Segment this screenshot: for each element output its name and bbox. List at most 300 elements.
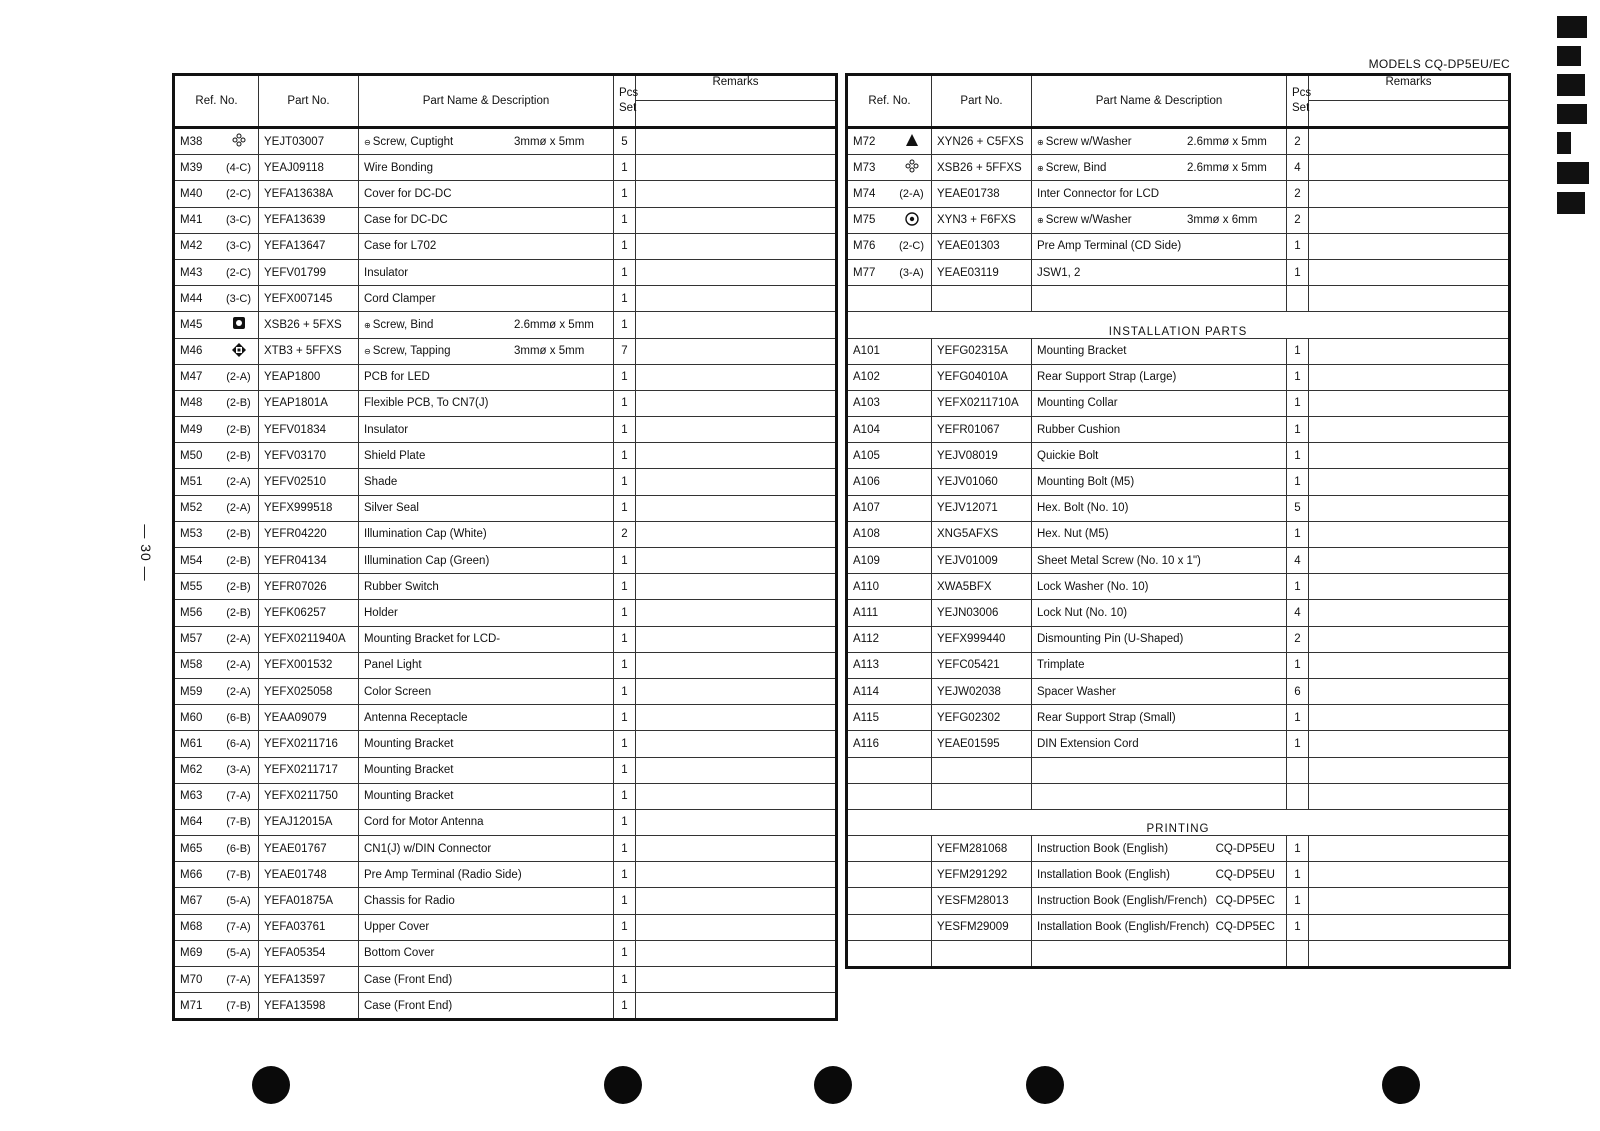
- ref-no: M40: [180, 187, 203, 200]
- table-row: [174, 548, 837, 574]
- ref-no: M68: [180, 921, 203, 934]
- ref-no: M67: [180, 895, 203, 908]
- table-row: [847, 128, 1510, 155]
- ref-location: [224, 316, 253, 333]
- part-name: Panel Light: [364, 659, 422, 672]
- ref-location: (5-A): [226, 947, 251, 960]
- part-model: CQ-DP5EC: [1215, 921, 1275, 934]
- ref-cell: [174, 809, 259, 835]
- ref-no: M39: [180, 161, 203, 174]
- part-name: Chassis for Radio: [364, 895, 455, 908]
- ref-no: M52: [180, 502, 203, 515]
- part-name-cell: [1032, 259, 1287, 285]
- part-name: Screw, Cuptight: [372, 135, 454, 148]
- part-name: Wire Bonding: [364, 161, 434, 174]
- part-name: Hex. Nut (M5): [1037, 528, 1109, 541]
- remarks-cell: [1309, 338, 1510, 364]
- part-name: Cover for DC-DC: [364, 187, 452, 200]
- part-no: YEFR07026: [259, 574, 359, 600]
- ref-cell: [847, 521, 932, 547]
- ref-cell: [847, 862, 932, 888]
- ref-location: (2-A): [226, 476, 251, 489]
- ref-no: M49: [180, 423, 203, 436]
- part-name: Lock Washer (No. 10): [1037, 580, 1149, 593]
- ref-no: A115: [853, 711, 880, 724]
- part-name-cell: [1032, 207, 1287, 233]
- part-no: YEFG02315A: [932, 338, 1032, 364]
- table-row: [847, 574, 1510, 600]
- part-name: Shield Plate: [364, 449, 426, 462]
- part-no: YEAA09079: [259, 705, 359, 731]
- part-name-cell: [359, 626, 614, 652]
- ref-no: M45: [180, 318, 203, 331]
- part-name-cell: [1032, 705, 1287, 731]
- ref-location: (7-A): [226, 790, 251, 803]
- remarks-cell: [636, 521, 837, 547]
- pcs-value: 1: [1287, 364, 1309, 390]
- pcs-value: 1: [614, 259, 636, 285]
- part-no: YEFA13647: [259, 233, 359, 259]
- part-name: Instruction Book (English): [1037, 842, 1169, 855]
- ref-cell: [847, 338, 932, 364]
- table-row: [174, 993, 837, 1020]
- part-name: Rubber Switch: [364, 580, 439, 593]
- remarks-cell: [636, 259, 837, 285]
- pcs-value: 1: [614, 443, 636, 469]
- part-name: Mounting Bracket: [364, 737, 454, 750]
- col-set: Set: [619, 102, 637, 114]
- pcs-value: 2: [1287, 128, 1309, 155]
- ref-cell: [174, 521, 259, 547]
- part-name-cell: [1032, 443, 1287, 469]
- part-no: YEFR04134: [259, 548, 359, 574]
- part-name: Mounting Bracket: [364, 790, 454, 803]
- ref-no: A114: [853, 685, 880, 698]
- part-no: XTB3 + 5FFXS: [259, 338, 359, 364]
- part-no: YEAJ12015A: [259, 809, 359, 835]
- ref-cell: [174, 155, 259, 181]
- ref-cell: [847, 678, 932, 704]
- ref-cell: [847, 548, 932, 574]
- part-name-cell: [359, 993, 614, 1020]
- ref-no: M75: [853, 214, 876, 227]
- ref-location: (2-B): [226, 580, 251, 593]
- part-name: Installation Book (English/French): [1037, 921, 1209, 934]
- part-name: DIN Extension Cord: [1037, 737, 1139, 750]
- empty-row: [847, 286, 1510, 312]
- part-name-cell: [359, 678, 614, 704]
- table-row: [174, 705, 837, 731]
- ref-location: (3-C): [225, 292, 252, 305]
- pcs-value: 1: [614, 888, 636, 914]
- ref-location: (3-A): [226, 764, 251, 777]
- ref-cell: [174, 757, 259, 783]
- ref-no: A112: [853, 633, 880, 646]
- pcs-value: 5: [614, 128, 636, 155]
- part-name: PCB for LED: [364, 371, 430, 384]
- part-no: YEFX0211710A: [932, 390, 1032, 416]
- part-name-cell: [359, 731, 614, 757]
- table-row: [847, 495, 1510, 521]
- part-name-cell: [1032, 390, 1287, 416]
- part-no: YEJV01060: [932, 469, 1032, 495]
- part-name: Illumination Cap (Green): [364, 554, 490, 567]
- pcs-value: 2: [614, 521, 636, 547]
- part-name-cell: [359, 967, 614, 993]
- flower-screw-icon: [905, 159, 919, 173]
- part-name-cell: [359, 809, 614, 835]
- part-name-cell: [1032, 626, 1287, 652]
- pcs-value: 1: [614, 809, 636, 835]
- part-name-cell: [359, 600, 614, 626]
- remarks-cell: [1309, 888, 1510, 914]
- pcs-value: 6: [1287, 678, 1309, 704]
- pcs-value: 1: [1287, 862, 1309, 888]
- table-row: [174, 338, 837, 364]
- ref-cell: [174, 286, 259, 312]
- pcs-value: 1: [614, 783, 636, 809]
- remarks-cell: [636, 626, 837, 652]
- part-no: YEFX999518: [259, 495, 359, 521]
- remarks-cell: [636, 757, 837, 783]
- remarks-cell: [1309, 574, 1510, 600]
- pcs-value: 1: [614, 836, 636, 862]
- col-part-name: Part Name & Description: [359, 75, 614, 128]
- screw-type-mark: ⊕: [1037, 163, 1044, 173]
- ref-cell: [847, 626, 932, 652]
- part-name-cell: [359, 417, 614, 443]
- ref-no: M51: [180, 476, 203, 489]
- binder-hole: [814, 1066, 852, 1104]
- pcs-value: 1: [1287, 259, 1309, 285]
- table-row: [847, 914, 1510, 940]
- part-no: YEFG04010A: [932, 364, 1032, 390]
- pcs-value: 5: [1287, 495, 1309, 521]
- ref-no: M38: [180, 135, 203, 148]
- pcs-value: 1: [614, 233, 636, 259]
- part-no: YEFM281068: [932, 836, 1032, 862]
- ref-cell: [174, 364, 259, 390]
- ref-cell: [174, 181, 259, 207]
- pcs-value: 1: [1287, 417, 1309, 443]
- empty-row: [847, 783, 1510, 809]
- remarks-cell: [1309, 443, 1510, 469]
- part-name-cell: [359, 836, 614, 862]
- part-name: Pre Amp Terminal (CD Side): [1037, 240, 1182, 253]
- remarks-cell: [1309, 914, 1510, 940]
- table-row: [174, 364, 837, 390]
- ref-cell: [174, 967, 259, 993]
- remarks-cell: [636, 809, 837, 835]
- part-no: YEJW02038: [932, 678, 1032, 704]
- pcs-value: 1: [614, 469, 636, 495]
- part-name-cell: [1032, 469, 1287, 495]
- part-name: Instruction Book (English/French): [1037, 895, 1208, 908]
- part-name-cell: [359, 914, 614, 940]
- part-name-cell: [359, 652, 614, 678]
- table-row: [174, 207, 837, 233]
- part-name: Silver Seal: [364, 502, 419, 515]
- table-row: [174, 128, 837, 155]
- part-name-cell: [359, 757, 614, 783]
- part-name-cell: [1032, 652, 1287, 678]
- pcs-value: 1: [614, 993, 636, 1020]
- part-name: Screw w/Washer: [1045, 214, 1132, 227]
- pcs-value: 1: [614, 548, 636, 574]
- ref-cell: [174, 495, 259, 521]
- part-no: YEJT03007: [259, 128, 359, 155]
- part-name-cell: [1032, 600, 1287, 626]
- pcs-value: 1: [614, 914, 636, 940]
- ref-cell: [174, 574, 259, 600]
- pcs-value: 1: [1287, 652, 1309, 678]
- ref-no: A108: [853, 528, 880, 541]
- table-row: [174, 495, 837, 521]
- remarks-cell: [636, 338, 837, 364]
- ref-no: A105: [853, 449, 880, 462]
- part-no: YEAE01738: [932, 181, 1032, 207]
- ref-no: M44: [180, 292, 203, 305]
- part-name: Case for DC-DC: [364, 214, 448, 227]
- part-name-cell: [359, 338, 614, 364]
- remarks-cell: [636, 888, 837, 914]
- ref-no: M50: [180, 449, 203, 462]
- part-no: YEAE01748: [259, 862, 359, 888]
- part-name-cell: [1032, 233, 1287, 259]
- part-no: YEFM291292: [932, 862, 1032, 888]
- ref-location: (2-A): [226, 371, 251, 384]
- screw-type-mark: ⊖: [364, 347, 371, 357]
- remarks-cell: [636, 652, 837, 678]
- ref-cell: [174, 548, 259, 574]
- part-name-cell: [359, 155, 614, 181]
- ref-location: (4-C): [225, 161, 252, 174]
- part-name: Insulator: [364, 266, 409, 279]
- ref-no: M73: [853, 161, 876, 174]
- table-row: [174, 809, 837, 835]
- printing-title: PRINTING: [847, 809, 1510, 835]
- ref-no: A111: [853, 606, 879, 619]
- part-spec: 2.6mmø x 5mm: [1187, 135, 1267, 148]
- part-name: Trimplate: [1037, 659, 1085, 672]
- ref-cell: [174, 469, 259, 495]
- table-row: [847, 443, 1510, 469]
- ref-location: (2-B): [226, 554, 251, 567]
- ref-cell: [174, 233, 259, 259]
- ref-cell: [847, 600, 932, 626]
- part-name: Mounting Bracket for LCD-: [364, 633, 501, 646]
- table-row: [174, 259, 837, 285]
- ref-cell: [847, 259, 932, 285]
- ref-cell: [847, 495, 932, 521]
- remarks-cell: [636, 469, 837, 495]
- screw-type-mark: ⊕: [1037, 137, 1044, 147]
- part-no: YEFX001532: [259, 652, 359, 678]
- empty-row: [847, 940, 1510, 967]
- col-remarks: Remarks: [1309, 75, 1510, 128]
- ref-location: [897, 159, 926, 176]
- remarks-cell: [636, 155, 837, 181]
- ref-location: (2-B): [226, 449, 251, 462]
- part-name: Mounting Bolt (M5): [1037, 476, 1135, 489]
- part-no: YEFV02510: [259, 469, 359, 495]
- ref-cell: [174, 390, 259, 416]
- part-name: Case (Front End): [364, 999, 453, 1012]
- col-pcs-set: [1287, 75, 1312, 128]
- table-row: [174, 312, 837, 338]
- remarks-cell: [1309, 495, 1510, 521]
- table-row: [847, 678, 1510, 704]
- table-row: [847, 652, 1510, 678]
- ref-cell: [847, 705, 932, 731]
- pcs-value: 7: [614, 338, 636, 364]
- table-row: [174, 783, 837, 809]
- ref-cell: [174, 312, 259, 338]
- pcs-value: 1: [1287, 731, 1309, 757]
- table-row: [847, 181, 1510, 207]
- pcs-value: 1: [1287, 705, 1309, 731]
- part-model: CQ-DP5EC: [1215, 895, 1275, 908]
- ref-no: M70: [180, 973, 203, 986]
- table-row: [174, 469, 837, 495]
- pcs-value: 2: [1287, 181, 1309, 207]
- ref-cell: [847, 181, 932, 207]
- ref-no: A113: [853, 659, 880, 672]
- part-no: YEAP1801A: [259, 390, 359, 416]
- part-no: YEAE01595: [932, 731, 1032, 757]
- remarks-cell: [636, 993, 837, 1020]
- screw-type-mark: ⊕: [364, 320, 371, 330]
- remarks-cell: [636, 495, 837, 521]
- part-name-cell: [359, 259, 614, 285]
- part-name: Screw, Bind: [372, 318, 434, 331]
- pcs-value: 1: [614, 155, 636, 181]
- table-row: [847, 155, 1510, 181]
- ref-location: (2-A): [226, 659, 251, 672]
- remarks-cell: [1309, 548, 1510, 574]
- table-row: [847, 705, 1510, 731]
- table-row: [847, 207, 1510, 233]
- part-name: CN1(J) w/DIN Connector: [364, 842, 492, 855]
- part-no: YEFV01799: [259, 259, 359, 285]
- table-row: [847, 731, 1510, 757]
- ref-location: (2-A): [226, 502, 251, 515]
- pcs-value: 4: [1287, 600, 1309, 626]
- remarks-cell: [1309, 731, 1510, 757]
- ref-location: (2-C): [225, 187, 252, 200]
- ref-location: [224, 343, 253, 360]
- table-row: [174, 574, 837, 600]
- ref-no: A101: [853, 345, 880, 358]
- ref-no: M65: [180, 842, 203, 855]
- remarks-cell: [636, 731, 837, 757]
- part-no: YEJN03006: [932, 600, 1032, 626]
- pcs-value: 1: [1287, 574, 1309, 600]
- pcs-value: 1: [614, 364, 636, 390]
- part-name: Case for L702: [364, 240, 437, 253]
- part-no: YEFA13638A: [259, 181, 359, 207]
- table-row: [847, 390, 1510, 416]
- table-row: [174, 181, 837, 207]
- remarks-cell: [1309, 417, 1510, 443]
- pcs-value: 1: [1287, 338, 1309, 364]
- pcs-value: 1: [1287, 233, 1309, 259]
- col-ref-no: Ref. No.: [847, 75, 932, 128]
- ref-cell: [847, 469, 932, 495]
- part-name-cell: [359, 128, 614, 155]
- ref-cell: [174, 128, 259, 155]
- ref-no: M57: [180, 633, 203, 646]
- screw-type-mark: ⊕: [1037, 216, 1044, 226]
- col-set: Set: [1292, 102, 1310, 114]
- remarks-cell: [636, 600, 837, 626]
- part-name: Color Screen: [364, 685, 432, 698]
- part-no: YEJV01009: [932, 548, 1032, 574]
- ref-cell: [847, 574, 932, 600]
- table-row: [847, 233, 1510, 259]
- part-name: Dismounting Pin (U-Shaped): [1037, 633, 1184, 646]
- part-name-cell: [1032, 495, 1287, 521]
- part-spec: 2.6mmø x 5mm: [1187, 161, 1267, 174]
- pcs-value: 1: [614, 705, 636, 731]
- remarks-cell: [636, 940, 837, 966]
- part-no: YEFR01067: [932, 417, 1032, 443]
- ref-no: A107: [853, 502, 880, 515]
- ref-cell: [847, 731, 932, 757]
- table-row: [847, 469, 1510, 495]
- table-row: [847, 417, 1510, 443]
- square-screw-icon: [232, 316, 246, 330]
- part-name-cell: [1032, 548, 1287, 574]
- part-no: YEJV12071: [932, 495, 1032, 521]
- ref-cell: [847, 155, 932, 181]
- part-no: XYN3 + F6FXS: [932, 207, 1032, 233]
- pcs-value: 1: [614, 600, 636, 626]
- remarks-cell: [636, 417, 837, 443]
- binder-hole: [1382, 1066, 1420, 1104]
- col-remarks: Remarks: [636, 75, 837, 128]
- ref-cell: [174, 652, 259, 678]
- pcs-value: 1: [1287, 836, 1309, 862]
- pcs-value: 1: [614, 286, 636, 312]
- ref-no: M42: [180, 240, 203, 253]
- part-name-cell: [359, 469, 614, 495]
- part-name-cell: [359, 548, 614, 574]
- part-name: Bottom Cover: [364, 947, 435, 960]
- part-no: YEAE01767: [259, 836, 359, 862]
- part-name: Holder: [364, 606, 398, 619]
- part-name-cell: [359, 443, 614, 469]
- ref-no: A102: [853, 371, 880, 384]
- part-name: Screw, Bind: [1045, 161, 1107, 174]
- part-name: Quickie Bolt: [1037, 449, 1099, 462]
- ref-cell: [174, 259, 259, 285]
- col-pcs: Pcs: [619, 87, 639, 99]
- ref-location: (2-A): [226, 633, 251, 646]
- pcs-value: 1: [614, 626, 636, 652]
- ref-no: A106: [853, 476, 880, 489]
- ref-cell: [174, 993, 259, 1020]
- remarks-cell: [636, 364, 837, 390]
- remarks-cell: [636, 783, 837, 809]
- diamond-screw-icon: [232, 343, 246, 357]
- part-no: XSB26 + 5FFXS: [932, 155, 1032, 181]
- part-name: Insulator: [364, 423, 409, 436]
- table-row: [174, 652, 837, 678]
- part-spec: 3mmø x 5mm: [514, 135, 585, 148]
- ref-location: (7-B): [226, 816, 251, 829]
- part-no: YEFG02302: [932, 705, 1032, 731]
